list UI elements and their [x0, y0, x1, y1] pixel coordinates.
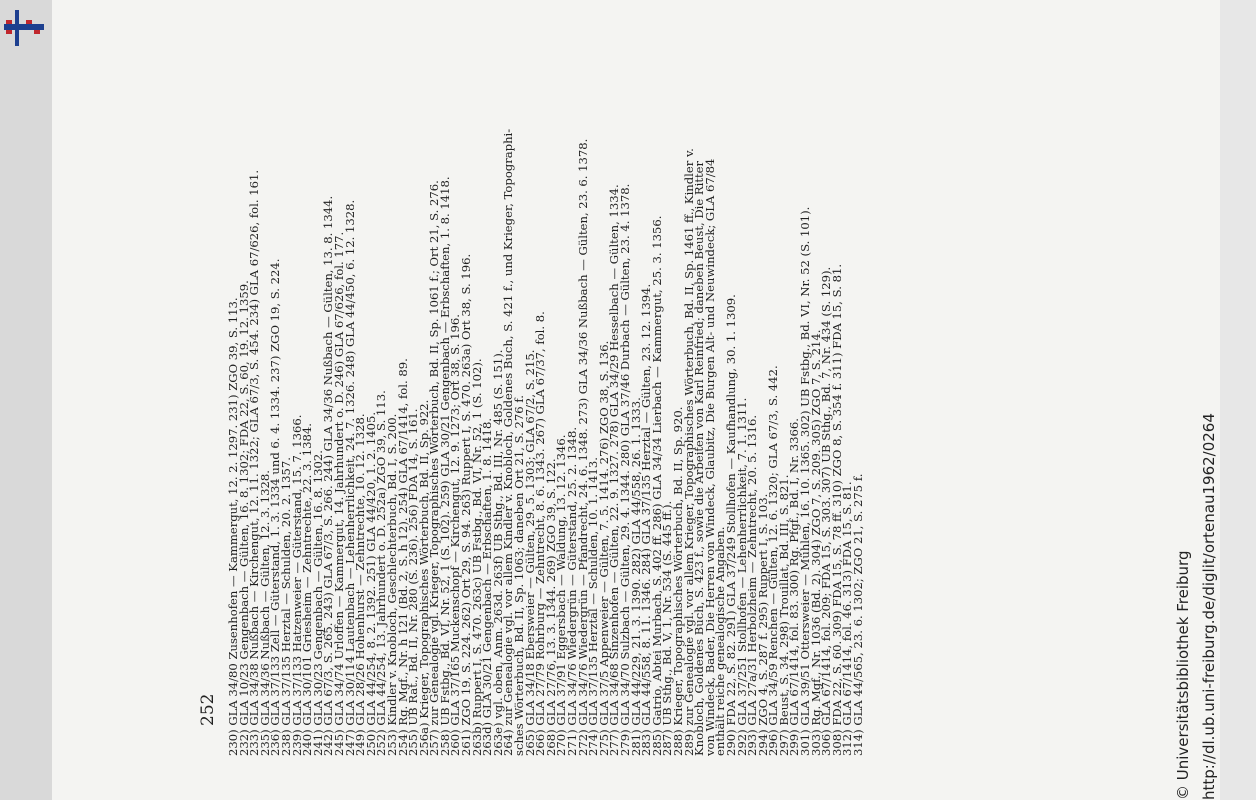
footnote-line: 245) GLA 34/74 Urloffen — Kammergut, 14. Jahrhundert o. D. 246) GLA 67/626, fol. 177. — [331, 231, 346, 756]
footnote-line: 285) Gatrio, Abtei Murbach, S. 402 ff. 286) GLA 34/34 Lierbach — Kammergut, 25. 3. 1356. — [649, 215, 664, 756]
footnote-line: 270) GLA 37/91 Eggersbach — Waldung, 13. 12. 1346. — [554, 434, 569, 756]
footnote-line: 279) GLA 34/70 Sulzbach — Gülten, 29. 4. 1344. 280) GLA 37/46 Durbach — Gülten, 23. 4. 1378. — [617, 183, 632, 756]
footnote-line: 261) ZGO 19, S. 224. 262) Ort 29, S. 94. 263) Ruppert I, S. 470. 263a) Ort 38, S. 196. — [459, 253, 474, 756]
footnote-line: 287) UB Sthg., Bd. V, 1, Nr. 534 (S. 445 ff.). — [660, 500, 675, 756]
footnote-line: 253) Kindler v. Knobloch, Geschlechterbuch, Bd. I, S. 200. — [384, 413, 399, 756]
metadata-strip — [1168, 0, 1220, 800]
rotated-page-content — [144, 124, 1172, 788]
footnote-line: 258) UB Fstbg., Bd. VI, Nr. 52, 1 (S. 102). 259) GLA 30/21 Gengenbach — Erbschaften, 1. 8. 1418. — [437, 176, 452, 756]
footnote-line: 296) GLA 34/59 Renchen — Gülten, 12. 6. 1320; GLA 67/3, S. 442. — [766, 365, 781, 756]
footnote-line: 232) GLA 10/23 Gengenbach — Gülten, 16. 8. 1302; FDA 22, S. 60, 19. 12. 1359. — [236, 280, 251, 756]
footnote-line: von Windeck, Bader, Die Herren von Windeck, Glaubitz, Die Burgen Alt- und Neuwindeck; GLA 67/84 — [702, 158, 717, 756]
footnote-line: 263e) vgl. oben, Anm. 263d. 263f) UB Sthg., Bd. III, Nr. 485 (S. 151). — [490, 349, 505, 756]
footnote-line: 238) GLA 37/135 Herztal — Schulden, 20. 2. 1357. — [278, 457, 293, 756]
source-url[interactable]: http://dl.ub.uni-freiburg.de/diglit/ortenau1962/0264 — [1200, 413, 1218, 800]
footnote-line: 283) GLA 44/558, 8. 11. 1346. 284) GLA 37/135 Herztal — Gülten, 23. 12. 1394. — [639, 283, 654, 756]
footnote-line: 268) GLA 27/76, 13. 3. 1344. 269) ZGO 39, S. 122. — [543, 458, 558, 756]
viewer-sidebar — [0, 0, 52, 800]
footnote-line: 293) GLA 27a/31 Herbolzheim — Zehntrecht, 20. 5. 1316. — [745, 414, 760, 756]
footnote-line: 252) GLA 44/254, 13. Jahrhundert o. D. 252a) ZGO 39, S. 113. — [374, 390, 389, 756]
footnote-line: 297) Beust, S. 34. 298) Trouillat, Bd. III, S. 821. — [776, 474, 791, 756]
footnote-line: 241) GLA 30/23 Gengenbach — Gülten, 16. 8. 1302. — [310, 450, 325, 756]
footnote-line: 275) GLA 37/5 Appenweier — Gülten, 7. 5. 1414. 276) ZGO 38, S. 136. — [596, 340, 611, 756]
footnote-line: 274) GLA 37/135 Herztal — Schulden, 10. 1. 1413. — [586, 457, 601, 756]
footnote-line: 249) GLA 28/26 Hohenhurst — Zehntrechte, 10. 12. 1328. — [353, 413, 368, 756]
footnote-line: 301) GLA 39/51 Ottersweier — Mühlen, 16. 10. 1365. 302) UB Fstbg., Bd. VI, Nr. 52 (S. 101). — [798, 206, 813, 756]
footnote-line: 271) GLA 34/76 Wiedergrün — Güterstand, 25. 2. 1348. — [565, 426, 579, 756]
footnote-line: 257) zur Genealogie vgl. Krieger, Topographisches Wörterbuch, Bd. II, Sp. 1061 f.; Ort 21, S. 276. — [427, 180, 442, 756]
footnote-line: 264) zur Genealogie vgl. vor allem Kindler v. Knobloch, Goldenes Buch, S. 421 f., und Krieger, Topographi- — [501, 128, 516, 756]
footnote-line: 288) Krieger, Topographisches Wörterbuch, Bd. II, Sp. 920. — [670, 406, 685, 756]
scanned-page — [52, 0, 1168, 800]
footnote-line: Knobloch, Goldenes Buch, S. 423 f., sowie die Arbeiten von Karl Reinfried; daneben Beust, Die Ritter — [692, 160, 707, 756]
footnote-block — [228, 126, 1256, 756]
footnote-line: 254) Rg. Mgf., Nr. h 121 (Bd. 2, S. h 12). 254) GLA 67/1414, fol. 89. — [395, 358, 410, 756]
footnote-line: 266) GLA 27/79 Rohrburg — Zehntrecht, 8. 6. 1343. 267) GLA 67/37, fol. 8. — [533, 311, 548, 756]
footnote-line: 292) GLA 37/251 Stollhofen — Lehenherrlichkeit, 7. 1. 1311. — [734, 397, 749, 756]
footnote-line: 277) GLA 34/68 Sinzenhofen — Gülten, 22. 9. 1327. 278) GLA 34/29 Hesselbach — Gülten, 1334. — [607, 184, 622, 756]
footnote-line: 312) GLA 67/1414, fol. 46. 313) FDA 15, S. 81. — [840, 481, 855, 756]
footnote-line: 250) GLA 44/254, 8. 2. 1392. 251) GLA 44/420, 1. 2. 1405. — [363, 411, 378, 756]
footnote-line: 230) GLA 34/80 Zusenhofen — Kammergut, 12. 2. 1297. 231) ZGO 39, S. 113. — [226, 297, 240, 756]
footnote-line: 314) GLA 44/565, 23. 6. 1302; ZGO 21, S. 275 f. — [851, 473, 866, 756]
footnote-line: 303) Rg. Mgf., Nr. 1036 (Bd. 2). 304) ZGO 7, S. 209. 305) ZGO 7, S. 214. — [808, 329, 823, 756]
footnote-line: 308) FDA 22, S. 60. 309) FDA 15, S. 78 ff. 310) ZGO 8, S. 354 f. 311) FDA 15, S. 81. — [829, 263, 844, 756]
footnote-line: 236) GLA 37/133 Zell — Güterstand, 1. 3. 1334 und 6. 4. 1334. 237) ZGO 19, S. 224. — [268, 258, 283, 756]
page-number: 252 — [198, 693, 218, 726]
footnote-line: 256a) Krieger, Topographisches Wörterbuch, Bd. II, Sp. 922. — [416, 399, 431, 756]
footnote-line: 255) UB Rat., Bd. II, Nr. 280 (S. 236). 256) FDA 14, S. 161. — [406, 408, 421, 756]
footnote-line: 240) GLA 30/101 Griesheim — Zehntrechte, 22. 3. 1384. — [300, 423, 315, 756]
footnote-line: sches Wörterbuch, Bd. II, Sp. 1063; daneben Ort 21, S. 276 f. — [512, 395, 527, 756]
footnote-line: 239) GLA 37/133 Hatzenweier — Güterstand, 15. 7. 1366. — [289, 414, 304, 756]
footnote-line: 290) FDA 22, S. 82. 291) GLA 37/249 Stollhofen — Kaufhandlung, 30. 1. 1309. — [723, 294, 738, 756]
footnote-line: 242) GLA 67/3, S. 265. 243) GLA 67/3, S. 266. 244) GLA 34/36 Nußbach — Gülten, 13. 8. 1344. — [321, 195, 336, 756]
footnote-line: 272) GLA 34/76 Wiedergrün — Pfandrecht, 24. 6. 1348. 273) GLA 34/36 Nußbach — Gülten, 23. 6. 1378. — [575, 138, 590, 756]
footnote-line: 260) GLA 37/165 Muckenschopf — Kirchengut, 12. 9. 1273; Ort 38, S. 196. — [448, 314, 463, 756]
footnote-line: 281) GLA 44/229, 21. 3. 1390. 282) GLA 44/558, 26. 1. 1333. — [628, 397, 643, 756]
footnote-line: 263d) GLA 30/21 Gengenbach — Erbschaften, 1. 8. 1418. — [480, 417, 495, 756]
footnote-line: 247) GLA 30/114 Lautenbach — Lehenherrlichkeit, 24. 7. 1326. 248) GLA 44/450, 6. 12. 1328. — [342, 199, 357, 756]
copyright-notice: © Universitätsbibliothek Freiburg — [1174, 550, 1192, 800]
footnote-line: 299) GLA 67/1414, fol. 83. 300) Rg. Pfgf., Bd. I, Nr. 3366. — [787, 418, 802, 756]
footnote-line: 294) ZGO 4, S. 287 f. 295) Ruppert I, S. 103. — [755, 493, 770, 756]
footnote-line: 235) GLA 34/36 Nußbach — Gülten, 12. 3. 1328. — [257, 470, 272, 756]
footnote-line: 289) zur Genealogie vgl. vor allem Krieger, Topographisches Wörterbuch, Bd. II, Sp. 1461 ff., Kindler v. — [681, 148, 696, 756]
footnote-line: enthält reiche genealogische Angaben. — [713, 526, 728, 756]
footnote-line: 306) GLA 67/1414, fol. 209; FDA 15, S. 303. 307) UB Sthg., Bd. 7, Nr. 434 (S. 129). — [819, 266, 834, 756]
footnote-line: 265) GLA 34/18 Ebersweier — Gülten, 29. 5. 1303; GLA 67/2, S. 215. — [522, 349, 537, 756]
footnote-line: 263b) Ruppert I, S. 470. 263c) UB Fstbg., Bd. VI, Nr. 52, 1 (S. 102). — [469, 358, 484, 756]
library-logo-icon — [4, 8, 44, 48]
footnote-line: 233) GLA 34/38 Nußbach — Kirchengut, 12. 11. 1322; GLA 67/3, S. 454. 234) GLA 67/626, fol. 161. — [247, 169, 262, 756]
